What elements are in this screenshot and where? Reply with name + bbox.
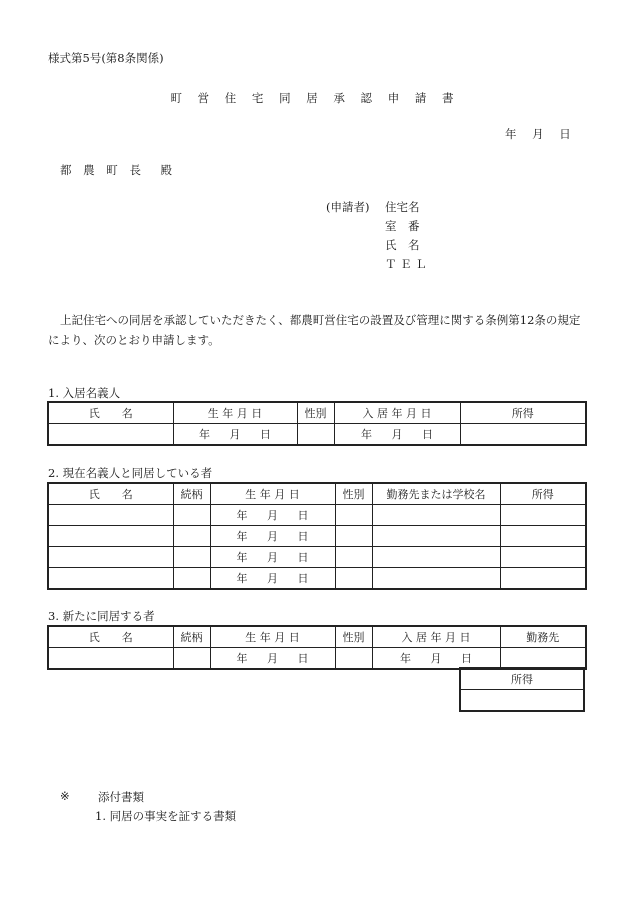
section1-heading: 1. 入居名義人	[48, 386, 121, 400]
cell-name[interactable]	[48, 505, 173, 526]
cell-birth-date[interactable]: 年 月 日	[210, 568, 335, 590]
header-income: 所得	[460, 668, 584, 690]
cell-income[interactable]	[460, 424, 586, 446]
cell-sex[interactable]	[335, 568, 372, 590]
table-row	[48, 424, 586, 446]
cell-move-in-date[interactable]: 年 月 日	[372, 648, 500, 670]
section1-table	[47, 401, 587, 446]
request-body-text: 上記住宅への同居を承認していただきたく、都農町営住宅の設置及び管理に関する条例第12条の規定により、次のとおり申請します。	[48, 313, 581, 347]
cell-sex[interactable]	[335, 648, 372, 670]
cell-income[interactable]	[500, 526, 586, 547]
header-workplace: 勤務先	[500, 626, 586, 648]
table-row	[460, 690, 584, 712]
applicant-field-housing-name: 住宅名	[385, 200, 420, 214]
header-move-in-date: 入 居 年 月 日	[334, 402, 460, 424]
attachments-title: 添付書類	[98, 790, 144, 804]
applicant-label: (申請者)	[326, 200, 370, 214]
table-row	[48, 526, 586, 547]
addressee: 都 農 町 長 殿	[60, 163, 176, 177]
applicant-field-name: 氏 名	[385, 238, 420, 252]
cell-name[interactable]	[48, 526, 173, 547]
section3-table	[47, 625, 587, 670]
header-relationship: 続柄	[173, 483, 210, 505]
cell-name[interactable]	[48, 424, 173, 446]
cell-birth-date[interactable]: 年 月 日	[210, 648, 335, 670]
cell-sex[interactable]	[335, 505, 372, 526]
table-header-row	[48, 483, 586, 505]
table-row	[48, 648, 586, 670]
cell-workplace[interactable]	[372, 526, 500, 547]
table-header-row	[48, 402, 586, 424]
header-birth-date: 生 年 月 日	[210, 483, 335, 505]
table-header-row	[460, 668, 584, 690]
cell-relationship[interactable]	[173, 648, 210, 670]
applicant-field-room-number: 室 番	[385, 219, 420, 233]
cell-name[interactable]	[48, 568, 173, 590]
cell-income[interactable]	[500, 547, 586, 568]
cell-move-in-date[interactable]: 年 月 日	[334, 424, 460, 446]
header-sex: 性別	[335, 483, 372, 505]
document-title: 町 営 住 宅 同 居 承 認 申 請 書	[170, 91, 460, 105]
header-birth-date: 生 年 月 日	[173, 402, 297, 424]
header-name: 氏 名	[48, 483, 173, 505]
cell-workplace[interactable]	[500, 648, 586, 670]
table-row	[48, 505, 586, 526]
section2-heading: 2. 現在名義人と同居している者	[48, 466, 213, 480]
header-sex: 性別	[297, 402, 334, 424]
cell-sex[interactable]	[297, 424, 334, 446]
applicant-field-tel: Ｔ Ｅ Ｌ	[385, 257, 427, 271]
cell-relationship[interactable]	[173, 568, 210, 590]
cell-income[interactable]	[460, 690, 584, 712]
header-name: 氏 名	[48, 402, 173, 424]
header-income: 所得	[460, 402, 586, 424]
table-header-row	[48, 626, 586, 648]
header-relationship: 続柄	[173, 626, 210, 648]
section2-table	[47, 482, 587, 590]
cell-workplace[interactable]	[372, 547, 500, 568]
header-name: 氏 名	[48, 626, 173, 648]
form-number: 様式第5号(第8条関係)	[48, 51, 164, 65]
cell-birth-date[interactable]: 年 月 日	[210, 505, 335, 526]
cell-income[interactable]	[500, 568, 586, 590]
table-row	[48, 568, 586, 590]
cell-sex[interactable]	[335, 547, 372, 568]
cell-relationship[interactable]	[173, 526, 210, 547]
cell-birth-date[interactable]: 年 月 日	[173, 424, 297, 446]
note-mark: ※	[60, 789, 70, 803]
cell-income[interactable]	[500, 505, 586, 526]
header-birth-date: 生 年 月 日	[210, 626, 335, 648]
header-income: 所得	[500, 483, 586, 505]
cell-birth-date[interactable]: 年 月 日	[210, 547, 335, 568]
cell-name[interactable]	[48, 648, 173, 670]
header-move-in-date: 入 居 年 月 日	[372, 626, 500, 648]
section3-heading: 3. 新たに同居する者	[48, 609, 155, 623]
cell-relationship[interactable]	[173, 505, 210, 526]
cell-name[interactable]	[48, 547, 173, 568]
cell-sex[interactable]	[335, 526, 372, 547]
header-sex: 性別	[335, 626, 372, 648]
cell-relationship[interactable]	[173, 547, 210, 568]
cell-workplace[interactable]	[372, 568, 500, 590]
cell-workplace[interactable]	[372, 505, 500, 526]
table-row	[48, 547, 586, 568]
date-line: 年 月 日	[505, 127, 571, 141]
cell-birth-date[interactable]: 年 月 日	[210, 526, 335, 547]
attachment-item: 1. 同居の事実を証する書類	[95, 809, 237, 823]
header-workplace-or-school: 勤務先または学校名	[372, 483, 500, 505]
section3-income-table	[459, 667, 585, 712]
